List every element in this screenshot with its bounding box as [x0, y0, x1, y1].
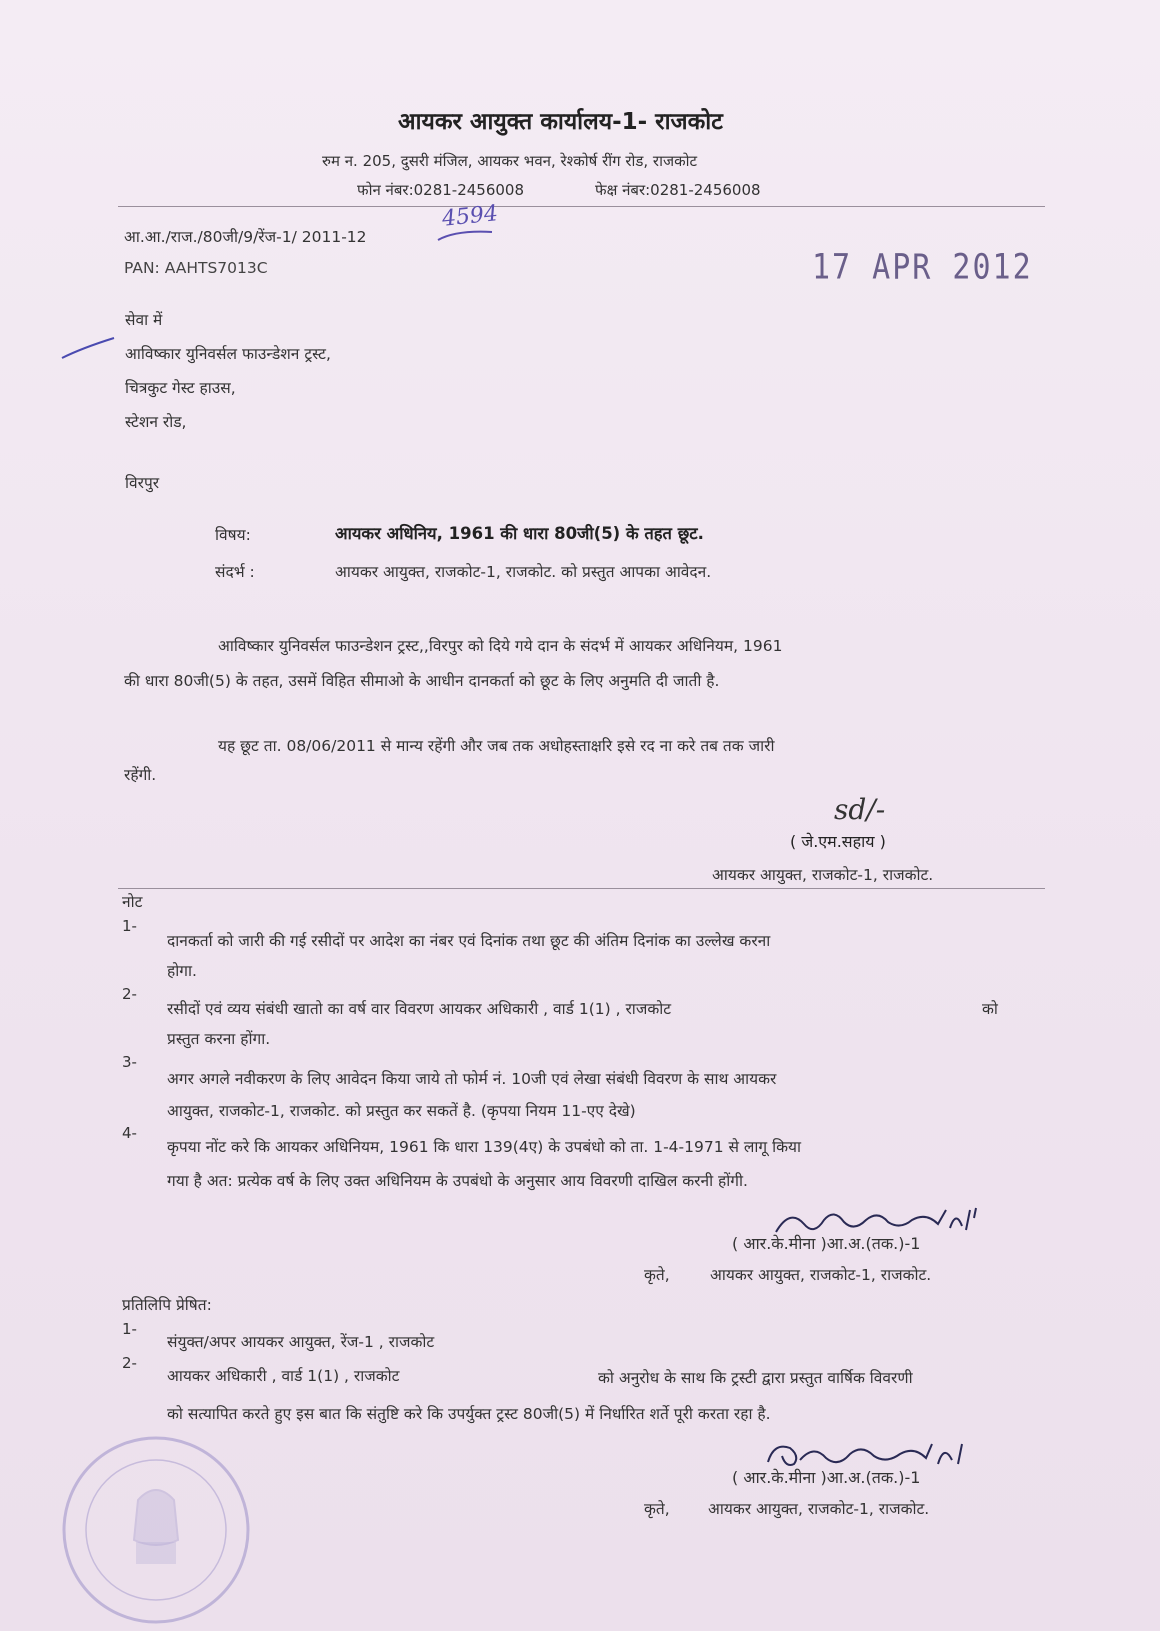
recipient-line-2: चित्रकुट गेस्ट हाउस,	[125, 379, 236, 397]
note-2-line1-tail: को	[982, 1000, 998, 1018]
recipient-line-3: स्टेशन रोड,	[125, 413, 187, 431]
handwritten-dash	[436, 226, 496, 246]
kruti-3: कृते,	[644, 1500, 670, 1518]
copy-1-number: 1-	[122, 1320, 137, 1338]
subject-text: आयकर अधिनिय, 1961 की धारा 80जी(5) के तहत छूट.	[335, 524, 704, 543]
pan-number: PAN: AAHTS7013C	[124, 259, 268, 277]
phone-number: फोन नंबर:0281-2456008	[357, 181, 525, 199]
note-3-line1: अगर अगले नवीकरण के लिए आवेदन किया जाये तो फोर्म नं. 10जी एवं लेखा संबंधी विवरण के साथ आयकर	[167, 1070, 777, 1088]
note-3-line2: आयुक्त, राजकोट-1, राजकोट. को प्रस्तुत कर सकतें है. (कृपया नियम 11-एए देखे)	[167, 1102, 636, 1120]
salutation: सेवा में	[125, 311, 163, 329]
file-number: आ.आ./राज./80जी/9/रेंज-1/ 2011-12	[124, 228, 367, 246]
note-1-number: 1-	[122, 917, 137, 935]
copy-2-line1-tail: को अनुरोध के साथ कि ट्रस्टी द्वारा प्रस्तुत वार्षिक विवरणी	[598, 1369, 913, 1387]
copy-2-line2: को सत्यापित करते हुए इस बात कि संतुष्टि करे कि उपर्युक्त ट्रस्ट 80जी(5) में निर्धारित शर्ते पूरी करता रहा है.	[167, 1405, 771, 1423]
para1-line2: की धारा 80जी(5) के तहत, उसमें विहित सीमाओ के आधीन दानकर्ता को छूट के लिए अनुमति दी जाती है.	[124, 672, 720, 690]
note-2-line2: प्रस्तुत करना होंगा.	[167, 1030, 271, 1048]
para1-line1: आविष्कार युनिवर्सल फाउन्डेशन ट्रस्ट,,विरपुर को दिये गये दान के संदर्भ में आयकर अधिनियम, 1961	[218, 637, 783, 655]
para2-line1: यह छूट ता. 08/06/2011 से मान्य रहेंगी और जब तक अधोहस्ताक्षरि इसे रद ना करे तब तक जारी	[218, 737, 775, 755]
note-2-line1: रसीदों एवं व्यय संबंधी खातो का वर्ष वार विवरण आयकर अधिकारी , वार्ड 1(1) , राजकोट	[167, 1000, 672, 1018]
subject-label: विषय:	[215, 526, 251, 544]
recipient-city: विरपुर	[125, 474, 160, 492]
reference-label: संदर्भ :	[215, 563, 255, 581]
handwritten-number: 4594	[440, 201, 500, 232]
copy-2-line1: आयकर अधिकारी , वार्ड 1(1) , राजकोट	[167, 1367, 400, 1385]
para2-line2: रहेंगी.	[124, 766, 157, 784]
office-address: रुम न. 205, दुसरी मंजिल, आयकर भवन, रेश्कोर्ष रींग रोड, राजकोट	[322, 152, 698, 170]
note-1-line2: होगा.	[167, 962, 197, 980]
reference-text: आयकर आयुक्त, राजकोट-1, राजकोट. को प्रस्तुत आपका आवेदन.	[335, 563, 712, 581]
notes-heading: नोट	[122, 893, 143, 911]
signatory-name-3: ( आर.के.मीना )आ.अ.(तक.)-1	[732, 1468, 921, 1487]
handwritten-tick	[58, 334, 118, 364]
note-3-number: 3-	[122, 1053, 137, 1071]
office-seal-stamp	[56, 1430, 256, 1630]
signatory-designation-1: आयकर आयुक्त, राजकोट-1, राजकोट.	[712, 866, 934, 884]
copy-heading: प्रतिलिपि प्रेषित:	[122, 1296, 212, 1314]
section-divider	[118, 888, 1045, 889]
kruti-2: कृते,	[644, 1266, 670, 1284]
signature-sd: sd/-	[834, 793, 886, 826]
signatory-designation-2: आयकर आयुक्त, राजकोट-1, राजकोट.	[710, 1266, 932, 1284]
note-4-number: 4-	[122, 1124, 137, 1142]
note-4-line2: गया है अत: प्रत्येक वर्ष के लिए उक्त अधिनियम के उपबंधो के अनुसार आय विवरणी दाखिल करनी होंगी.	[167, 1172, 748, 1190]
note-1-line1: दानकर्ता को जारी की गई रसीदों पर आदेश का नंबर एवं दिनांक तथा छूट की अंतिम दिनांक का उल्लेख करना	[167, 932, 771, 950]
header-divider	[118, 206, 1045, 207]
signatory-name-2: ( आर.के.मीना )आ.अ.(तक.)-1	[732, 1234, 921, 1253]
copy-2-number: 2-	[122, 1354, 137, 1372]
note-4-line1: कृपया नोंट करे कि आयकर अधिनियम, 1961 कि धारा 139(4ए) के उपबंधो को ता. 1-4-1971 से लागू किया	[167, 1138, 802, 1156]
received-date-stamp: 17 APR 2012	[812, 247, 1033, 288]
recipient-line-1: आविष्कार युनिवर्सल फाउन्डेशन ट्रस्ट,	[125, 345, 331, 363]
fax-number: फेक्ष नंबर:0281-2456008	[595, 181, 761, 199]
signatory-designation-3: आयकर आयुक्त, राजकोट-1, राजकोट.	[708, 1500, 930, 1518]
signatory-name-1: ( जे.एम.सहाय )	[790, 832, 886, 851]
office-title: आयकर आयुक्त कार्यालय-1- राजकोट	[398, 109, 723, 135]
note-2-number: 2-	[122, 985, 137, 1003]
copy-1-line1: संयुक्त/अपर आयकर आयुक्त, रेंज-1 , राजकोट	[167, 1333, 435, 1351]
